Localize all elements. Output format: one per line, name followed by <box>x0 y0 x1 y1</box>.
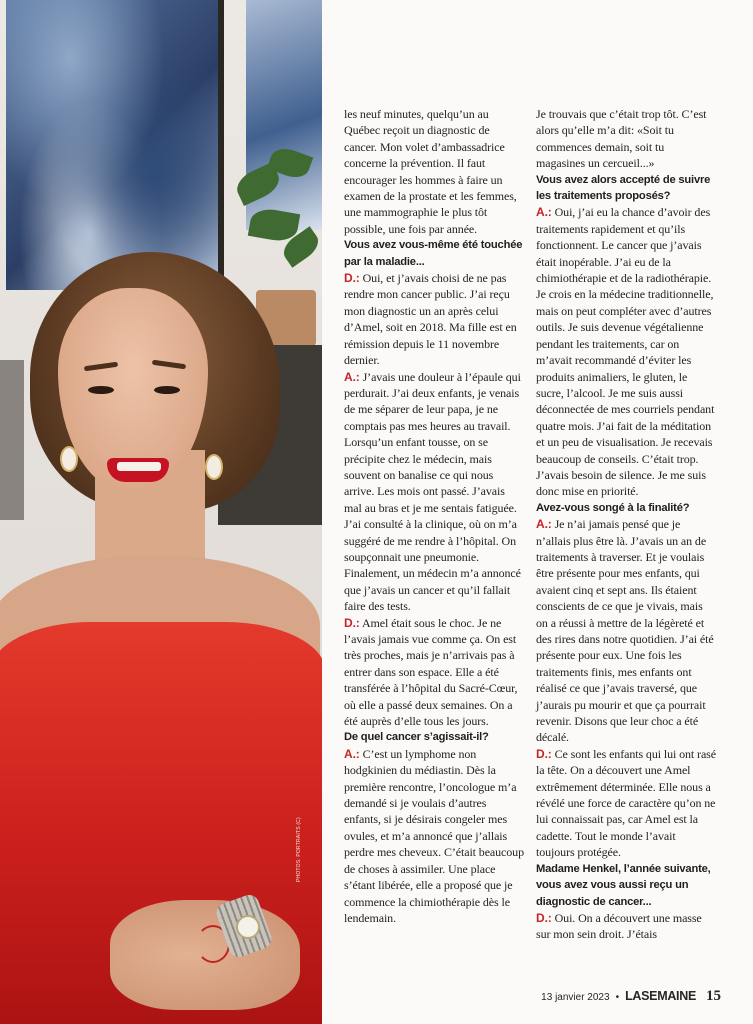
interview-question: Madame Henkel, l’année suivante, vous avez vous aussi reçu un diagnostic de cancer... <box>536 862 711 908</box>
paragraph: A.: C’est un lymphome non hodgkinien du médiastin. Dès la première rencontre, l’oncologue m’a demandé si je voulais d’autres enfants, si je désirais congeler mes ovules, et m’a annoncé que j’allais perdre mes cheveux. C’était beaucoup de choses à assimiler. Une place s’étant libérée, elle a proposé que je commence la chimiothérapie dès le lendemain. <box>344 746 524 925</box>
page-footer <box>541 988 721 1005</box>
speaker-label: D.: <box>344 615 360 630</box>
portrait-photo <box>0 0 322 1024</box>
right-earring <box>205 454 223 480</box>
speaker-label: D.: <box>536 910 552 925</box>
paragraph: A.: J’avais une douleur à l’épaule qui perdurait. J’ai deux enfants, je venais de me séparer de leur papa, je ne comptais pas mes heures au travail. Lorsqu’un enfant tousse, on se précipite chez le médecin, mais souvent on banalise ce qui nous arrive. Les mois ont passé. J’avais mal au bras et je me sentais fatiguée. J’ai consulté à la clinique, où on m’a suggéré de me rendre à l’hôpital. On soupçonnait une pneumonie. Finalement, un médecin m’a annoncé que j’avais un cancer et qu’il fallait faire des tests. <box>344 369 521 614</box>
interview-question: De quel cancer s’agissait-il? <box>344 731 489 744</box>
speaker-label: A.: <box>536 517 552 532</box>
paragraph: Je trouvais que c’était trop tôt. C’est alors qu’elle m’a dit: «Soit tu commences demain, soit tu magasines un cercueil...» <box>536 107 707 171</box>
article-column-1 <box>344 106 524 926</box>
speaker-label: D.: <box>344 271 360 286</box>
speaker-label: D.: <box>536 746 552 761</box>
interview-question: Vous avez alors accepté de suivre les traitements proposés? <box>536 173 711 203</box>
article-column-2 <box>536 106 716 943</box>
left-earring <box>60 446 78 472</box>
paragraph: A.: Je n’ai jamais pensé que je n’allais plus être là. J’avais un an de traitements à traverser. Et je voulais être présente pour mes enfants, qui avaient cinq et sept ans. Ils étaient conscients de ce que je vivais, mais on a réussi à mettre de la légèreté et des rires dans notre quotidien. J’ai été présente pour eux. Une fois les traitements finis, mes enfants ont réalisé ce que j’avais traversé, que j’aurais pu mourir et que ça pourrait revenir. Disons que leur choc a été décalé. <box>536 517 714 745</box>
paragraph: D.: Oui. On a découvert une masse sur mon sein droit. J’étais <box>536 910 702 942</box>
left-eye <box>88 386 114 394</box>
paragraph: D.: Ce sont les enfants qui lui ont rasé la tête. On a découvert une Amel extrêmement déterminée. Elle nous a révélé une force de caractère qu’on ne lui connaissait pas, car Amel est la cadette. Tout le monde l’avait toujours protégée. <box>536 746 716 860</box>
page-number: 15 <box>706 988 721 1004</box>
issue-date: 13 janvier 2023 <box>541 992 610 1003</box>
teeth <box>117 462 161 471</box>
paragraph: D.: Amel était sous le choc. Je ne l’avais jamais vue comme ça. On est très proches, mais je n’arrivais pas à entrer dans son espace. Elle a été transférée à l’hôpital du Sacré-Cœur, où elle a passé deux semaines. On a été auprès d’elle tous les jours. <box>344 615 518 729</box>
chair-back <box>0 360 24 520</box>
paragraph: A.: Oui, j’ai eu la chance d’avoir des traitements rapidement et qu’ils fonctionnent. Le cancer que j’avais était inopérable. J’ai eu de la chimiothérapie et de la radiothérapie. Je crois en la médecine traditionnelle, mais on peut compléter avec d’autres outils. Je suis devenue végétalienne pendant les traitements, car on m’avait recommandé d’éviter les produits animaliers, le gluten, le sucre, l’alcool. Je me suis aussi déconnectée de mes courriels pendant quatre mois. J’ai fait de la méditation et un peu de visualisation. Je recevais beaucoup de conseils. C’était trop. J’avais besoin de silence. Je me suis donc mise en priorité. <box>536 205 715 499</box>
magazine-logo: LASEMAINE <box>625 989 696 1003</box>
watch-face <box>236 915 260 939</box>
paragraph: D.: Oui, et j’avais choisi de ne pas rendre mon cancer public. J’ai reçu mon diagnostic un an après celui d’Amel, soit en 2018. Ma fille est en rémission depuis le 11 novembre dernier. <box>344 271 517 368</box>
speaker-label: A.: <box>536 205 552 220</box>
interview-question: Vous avez vous-même été touchée par la maladie... <box>344 239 523 268</box>
abstract-painting <box>6 0 224 290</box>
photo-credit: PHOTOS: PORTRAITS (C) <box>296 817 302 882</box>
speaker-label: A.: <box>344 369 360 384</box>
footer-separator: • <box>615 992 620 1003</box>
interview-question: Avez-vous songé à la finalité? <box>536 501 690 514</box>
speaker-label: A.: <box>344 746 360 761</box>
right-eye <box>154 386 180 394</box>
paragraph: les neuf minutes, quelqu’un au Québec reçoit un diagnostic de cancer. Mon volet d’ambassadrice concerne la prévention. Il faut encourager les hommes à faire un examen de la prostate et les femmes, une mammographie le plus tôt possible, une fois par année. <box>344 107 517 236</box>
